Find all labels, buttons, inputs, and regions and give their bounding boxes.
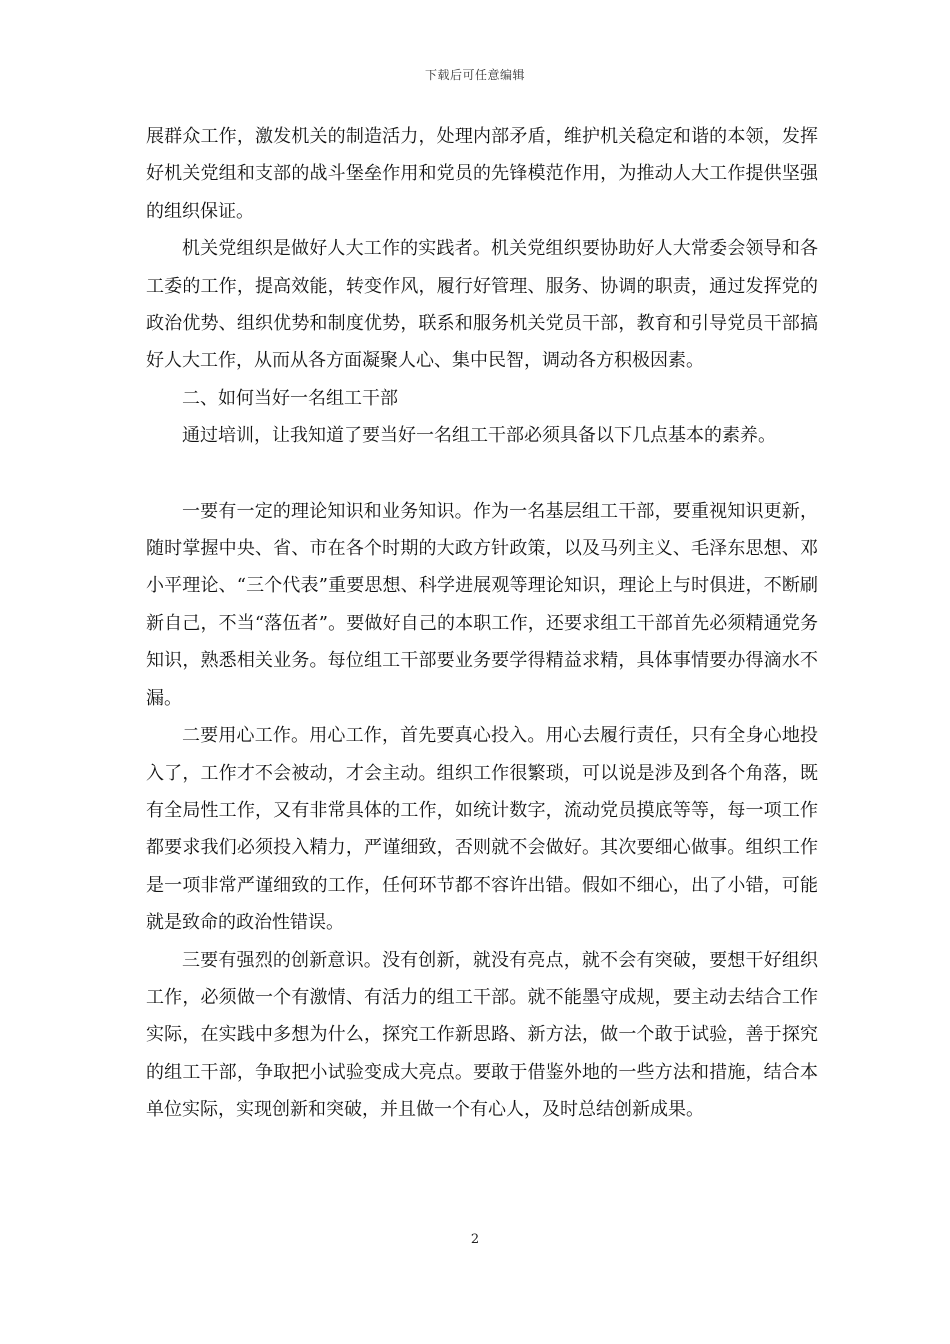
page-number: 2 bbox=[470, 1232, 480, 1247]
page-header: 下载后可任意编辑 bbox=[424, 68, 525, 82]
paragraph-point-three: 三要有强烈的创新意识。没有创新，就没有亮点，就不会有突破，要想干好组织工作，必须做一个有激情、有活力的组工干部。就不能墨守成规，要主动去结合工作实际，在实践中多想为什么，探究工作新思路、新方法，做一个敢于试验，善于探究的组工干部，争取把小试验变成大亮点。要敢于借鉴外地的一些方法和措施，结合本单位实际，实现创新和突破，并且做一个有心人，及时总结创新成果。 bbox=[146, 949, 818, 1121]
paragraph-party-organization: 机关党组织是做好人大工作的实践者。机关党组织要协助好人大常委会领导和各工委的工作，提高效能，转变作风，履行好管理、服务、协调的职责，通过发挥党的政治优势、组织优势和制度优势，联系和服务机关党员干部，教育和引导党员干部搞好人大工作，从而从各方面凝聚人心、集中民智，调动各方积极因素。 bbox=[146, 238, 818, 372]
paragraph-continuation: 展群众工作，激发机关的制造活力，处理内部矛盾，维护机关稳定和谐的本领，发挥好机关党组和支部的战斗堡垒作用和党员的先锋模范作用，为推动人大工作提供坚强的组织保证。 bbox=[146, 126, 818, 222]
document-body bbox=[146, 118, 818, 1129]
paragraph-intro: 通过培训，让我知道了要当好一名组工干部必须具备以下几点基本的素养。 bbox=[182, 425, 776, 447]
section-heading: 二、如何当好一名组工干部 bbox=[182, 387, 398, 409]
paragraph-point-one: 一要有一定的理论知识和业务知识。作为一名基层组工干部，要重视知识更新，随时掌握中央、省、市在各个时期的大政方针政策，以及马列主义、毛泽东思想、邓小平理论、“三个代表”重要思想、科学进展观等理论知识，理论上与时俱进，不断刷新自己，不当“落伍者”。要做好自己的本职工作，还要求组工干部首先必须精通党务知识，熟悉相关业务。每位组工干部要业务要学得精益求精，具体事情要办得滴水不漏。 bbox=[146, 500, 818, 709]
paragraph-point-two: 二要用心工作。用心工作，首先要真心投入。用心去履行责任，只有全身心地投入了，工作才不会被动，才会主动。组织工作很繁琐，可以说是涉及到各个角落，既有全局性工作，又有非常具体的工作，如统计数字，流动党员摸底等等，每一项工作都要求我们必须投入精力，严谨细致，否则就不会做好。其次要细心做事。组织工作是一项非常严谨细致的工作，任何环节都不容许出错。假如不细心，出了小错，可能就是致命的政治性错误。 bbox=[146, 725, 818, 934]
